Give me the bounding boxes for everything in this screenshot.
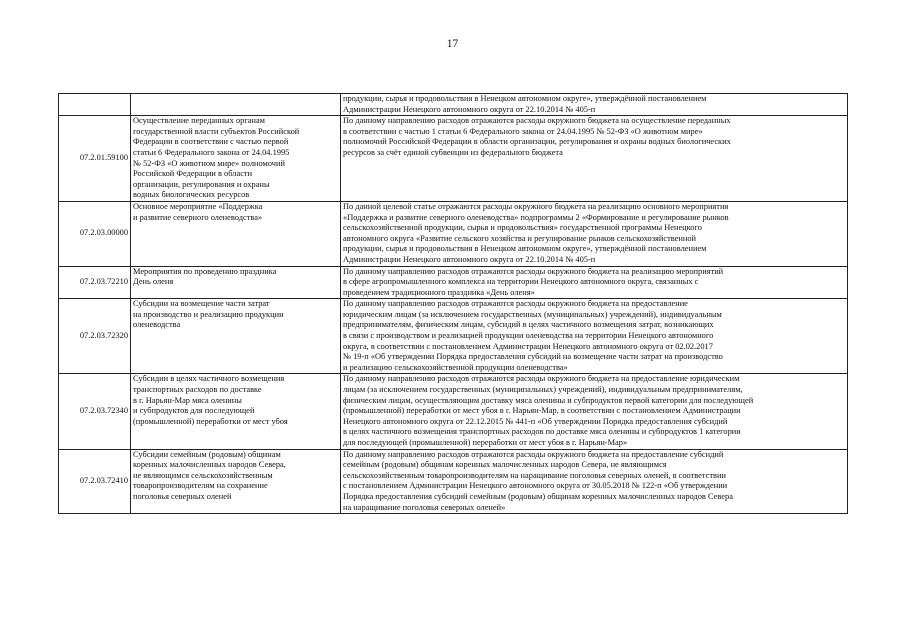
table-row <box>59 94 848 116</box>
description-cell: По данному направлению расходов отражаются расходы окружного бюджета на предоставление юридическим лицам (за исключением государственных (муниципальных) учреждений), индивидуальным предпринимателям, физическим лицам, субсидий в целях частичного возмещения затрат, возникающих в связи с производством и реализацией продукции оленеводства на территории Ненецкого автономного округа, в соответствии с постановлением Администрации Ненецкого автономного округа от 02.02.2017 № 19-п «Об утверждении Порядка предоставления субсидий на возмещение части затрат на производство и реализацию сельскохозяйственной продукции оленеводства» <box>341 299 848 374</box>
target-code-cell <box>59 94 131 116</box>
target-code-cell: 07.2.03.72210 <box>59 266 131 299</box>
item-name-cell: Субсидии в целях частичного возмещения транспортных расходов по доставке в г. Нарьян-Мар мяса оленины и субпродуктов для последующей (промышленной) переработки от мест убоя <box>131 374 341 449</box>
target-code-cell: 07.2.03.72320 <box>59 299 131 374</box>
item-name-cell: Субсидии на возмещение части затрат на производство и реализацию продукции оленеводства <box>131 299 341 374</box>
target-code-cell: 07.2.01.59100 <box>59 116 131 202</box>
item-name-cell: Осуществление переданных органам государственной власти субъектов Российской Федерации в соответствии с частью первой статьи 6 Федерального закона от 24.04.1995 № 52-ФЗ «О животном мире» полномочий Российской Федерации в области организации, регулирования и охраны водных биологических ресурсов <box>131 116 341 202</box>
description-cell: По данному направлению расходов отражаются расходы окружного бюджета на реализацию мероприятий в сфере агропромышленного комплекса на территории Ненецкого автономного округа, связанных с проведением традиционного праздника «День оленя» <box>341 266 848 299</box>
description-cell: продукции, сырья и продовольствия в Ненецком автономном округе», утверждённой постановлением Администрации Ненецкого автономного округа от 22.10.2014 № 405-п <box>341 94 848 116</box>
table-row <box>59 116 848 202</box>
description-cell: По данному направлению расходов отражаются расходы окружного бюджета на предоставление субсидий семейным (родовым) общинам коренных малочисленных народов Севера, не являющимся сельскохозяйственным товаропроизводителям на наращивание поголовья северных оленей, в соответствии с постановлением Администрации Ненецкого автономного округа от 30.05.2018 № 122-п «Об утверждении Порядка предоставления субсидий семейным (родовым) общинам коренных малочисленных народов Севера на наращивание поголовья северных оленей» <box>341 449 848 514</box>
description-cell: По данному направлению расходов отражаются расходы окружного бюджета на предоставление юридическим лицам (за исключением государственных (муниципальных) учреждений), индивидуальным предпринимателям, физическим лицам, осуществляющим доставку мяса оленины и субпродуктов первой категории для последующей (промышленной) переработки от мест убоя в г. Нарьян-Мар, в соответствии с постановлением Администрации Ненецкого автономного округа от 22.12.2015 № 441-п «Об утверждении Порядка предоставления субсидий в целях частичного возмещения транспортных расходов по доставке мяса оленины и субпродуктов 1 категории для последующей (промышленной) переработки от мест убоя в г. Нарьян-Мар» <box>341 374 848 449</box>
item-name-cell: Мероприятия по проведению праздника День оленя <box>131 266 341 299</box>
target-code-cell: 07.2.03.00000 <box>59 201 131 266</box>
table-row <box>59 374 848 449</box>
table-row <box>59 449 848 514</box>
budget-classification-table <box>58 93 848 514</box>
item-name-cell <box>131 94 341 116</box>
item-name-cell: Субсидии семейным (родовым) общинам коренных малочисленных народов Севера, не являющимся сельскохозяйственным товаропроизводителям на сохранение поголовья северных оленей <box>131 449 341 514</box>
description-cell: По данному направлению расходов отражаются расходы окружного бюджета на осуществление переданных в соответствии с частью 1 статьи 6 Федерального закона от 24.04.1995 № 52-ФЗ «О животном мире» полномочий Российской Федерации в области организации, регулирования и охраны водных биологических ресурсов за счёт единой субвенции из федерального бюджета <box>341 116 848 202</box>
target-code-cell: 07.2.03.72340 <box>59 374 131 449</box>
page-number: 17 <box>446 38 459 50</box>
table-row <box>59 201 848 266</box>
table-row <box>59 299 848 374</box>
description-cell: По данной целевой статье отражаются расходы окружного бюджета на реализацию основного мероприятия «Поддержка и развитие северного оленеводства» подпрограммы 2 «Формирование и регулирование рынков сельскохозяйственной продукции, сырья и продовольствия» государственной программы Ненецкого автономного округа «Развитие сельского хозяйства и регулирование рынков сельскохозяйственной продукции, сырья и продовольствия в Ненецком автономном округе», утверждённой постановлением Администрации Ненецкого автономного округа от 22.10.2014 № 405-п <box>341 201 848 266</box>
table-row <box>59 266 848 299</box>
item-name-cell: Основное мероприятие «Поддержка и развитие северного оленеводства» <box>131 201 341 266</box>
target-code-cell: 07.2.03.72410 <box>59 449 131 514</box>
